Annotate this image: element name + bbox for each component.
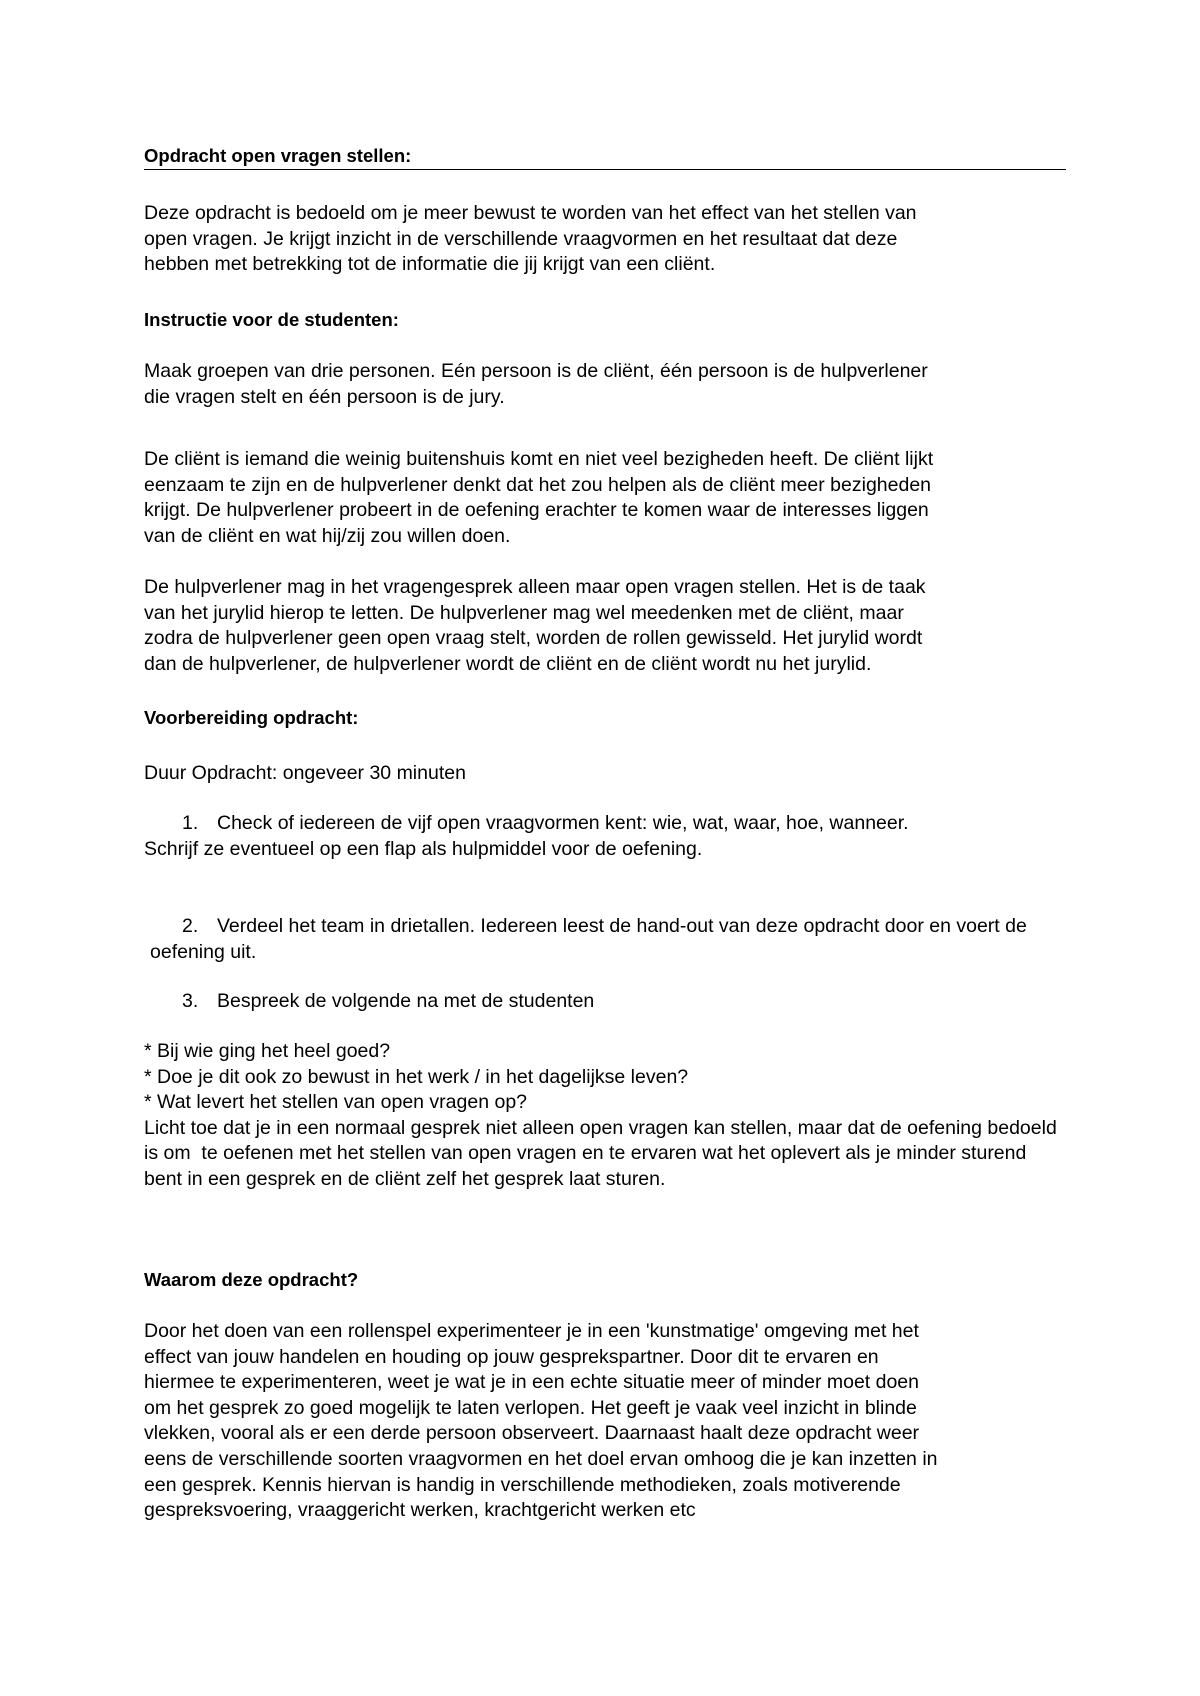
document-title: Opdracht open vragen stellen: [144,145,412,166]
instructie-paragraph-1: Maak groepen van drie personen. Eén persoon is de cliënt, één persoon is de hulpverlener die vragen stelt en één persoon is de jury. [144,360,928,408]
discussion-points: * Bij wie ging het heel goed? * Doe je dit ook zo bewust in het werk / in het dagelijkse leven? * Wat levert het stellen van open vragen op? Licht toe dat je in een normaal gesprek niet alleen open vragen kan stellen, maar dat de oefening bedoeld is om te oefenen met het stellen van open vragen en te ervaren wat het oplevert als je minder sturend bent in een gesprek en de cliënt zelf het gesprek laat sturen. [144,1040,1057,1190]
list-item [182,811,909,837]
list-item [182,989,594,1015]
intro-paragraph: Deze opdracht is bedoeld om je meer bewust te worden van het effect van het stellen van open vragen. Je krijgt inzicht in de verschillende vraagvormen en het resultaat dat deze hebben met betrekking tot de informatie die jij krijgt van een cliënt. [144,202,917,276]
list-item-continuation: Schrijf ze eventueel op een flap als hulpmiddel voor de oefening. [144,838,703,860]
waarom-heading: Waarom deze opdracht? [144,1269,359,1290]
document-page [144,0,1184,1696]
duur-line: Duur Opdracht: ongeveer 30 minuten [144,762,466,784]
list-item-number: 1. [182,812,199,834]
instructie-heading: Instructie voor de studenten: [144,309,399,330]
list-item [182,914,1027,940]
instructie-paragraph-3: De hulpverlener mag in het vragengesprek alleen maar open vragen stellen. Het is de taak van het jurylid hierop te letten. De hulpverlener mag wel meedenken met de cliënt, maar zodra de hulpverlener geen open vraag stelt, worden de rollen gewisseld. Het jurylid wordt dan de hulpverlener, de hulpverlener wordt de cliënt en de cliënt wordt nu het jurylid. [144,576,926,675]
list-item-number: 2. [182,915,199,937]
list-item-number: 3. [182,990,199,1012]
waarom-paragraph: Door het doen van een rollenspel experimenteer je in een 'kunstmatige' omgeving met het effect van jouw handelen en houding op jouw gesprekspartner. Door dit te ervaren en hiermee te experimenteren, weet je wat je in een echte situatie meer of minder moet doen om het gesprek zo goed mogelijk te laten verlopen. Het geeft je vaak veel inzicht in blinde vlekken, vooral als er een derde persoon observeert. Daarnaast haalt deze opdracht weer eens de verschillende soorten vraagvormen en het doel ervan omhoog die je kan inzetten in een gesprek. Kennis hiervan is handig in verschillende methodieken, zoals motiverende gespreksvoering, vraaggericht werken, krachtgericht werken etc [144,1320,938,1522]
list-item-text: Bespreek de volgende na met de studenten [217,990,595,1012]
voorbereiding-heading: Voorbereiding opdracht: [144,707,359,728]
title-underline [144,169,1066,170]
list-item-text: Verdeel het team in drietallen. Iedereen leest de hand-out van deze opdracht door en voert de [217,915,1027,937]
list-item-text: Check of iedereen de vijf open vraagvormen kent: wie, wat, waar, hoe, wanneer. [217,812,909,834]
list-item-continuation: oefening uit. [150,941,257,963]
instructie-paragraph-2: De cliënt is iemand die weinig buitenshuis komt en niet veel bezigheden heeft. De cliënt lijkt eenzaam te zijn en de hulpverlener denkt dat het zou helpen als de cliënt meer bezigheden krijgt. De hulpverlener probeert in de oefening erachter te komen waar de interesses liggen van de cliënt en wat hij/zij zou willen doen. [144,448,934,547]
